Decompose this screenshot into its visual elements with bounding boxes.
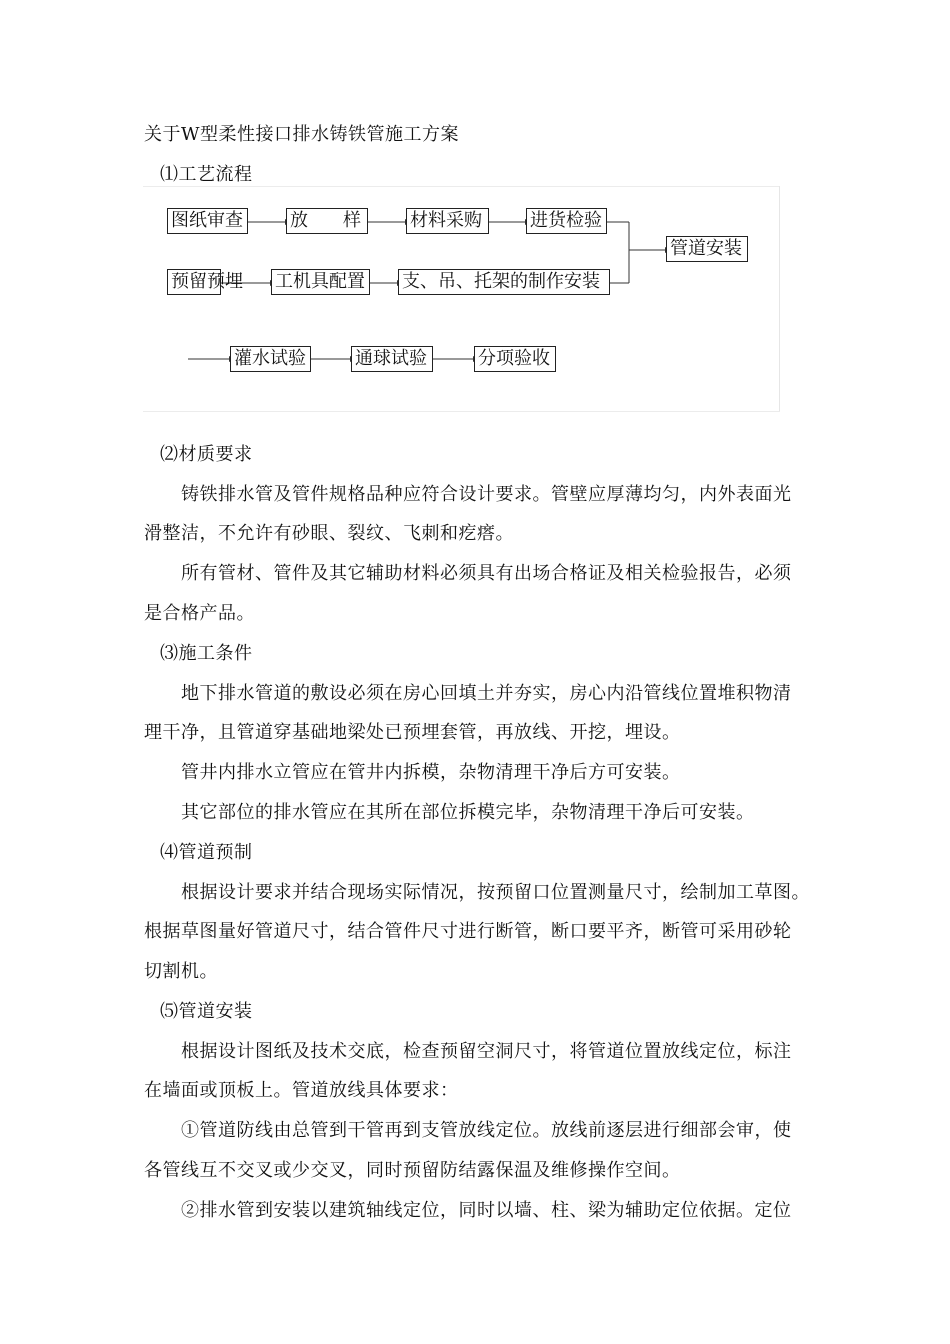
flow-step-incoming-inspection: 进货检验 [526,208,607,234]
paragraph-line: 理干净，且管道穿基础地梁处已预埋套管，再放线、开挖，埋设。 [144,722,681,743]
paragraph-line: 是合格产品。 [144,603,255,624]
paragraph-line: 铸铁排水管及管件规格品种应符合设计要求。管壁应厚薄均匀，内外表面光 [181,484,792,505]
flow-step-drawing-review: 图纸审查 [167,208,248,234]
section-heading-material: ⑵材质要求 [160,444,253,465]
paragraph-line: ②排水管到安装以建筑轴线定位，同时以墙、柱、梁为辅助定位依据。定位 [181,1200,792,1221]
paragraph-line: 根据设计图纸及技术交底，检查预留空洞尺寸，将管道位置放线定位，标注 [181,1041,792,1062]
paragraph-line: 切割机。 [144,961,218,982]
paragraph-line: 根据设计要求并结合现场实际情况，按预留口位置测量尺寸，绘制加工草图。 [181,882,810,903]
section-heading-installation: ⑸管道安装 [160,1001,253,1022]
paragraph-line: 地下排水管道的敷设必须在房心回填土并夯实，房心内沿管线位置堆积物清 [181,683,792,704]
flow-step-embedding: 预留预埋 [167,269,221,295]
paragraph-line: 管井内排水立管应在管井内拆模，杂物清理干净后方可安装。 [181,762,681,783]
paragraph-line: 各管线互不交叉或少交叉，同时预留防结露保温及维修操作空间。 [144,1160,681,1181]
flow-step-layout [286,208,368,234]
section-heading-process-flow: ⑴工艺流程 [160,164,253,185]
flow-step-support-fabrication: 支、吊、托架的制作安装 [398,269,610,295]
paragraph-line: 在墙面或顶板上。管道放线具体要求： [144,1080,459,1101]
flow-step-pipe-installation: 管道安装 [666,236,748,262]
flow-step-material-purchase: 材料采购 [406,208,489,234]
section-heading-prefabrication: ⑷管道预制 [160,842,253,863]
paragraph-line: 根据草图量好管道尺寸，结合管件尺寸进行断管，断口要平齐，断管可采用砂轮 [144,921,792,942]
flow-step-water-test: 灌水试验 [230,346,311,372]
flow-step-layout-char-1: 放 [290,210,308,231]
flow-step-tool-setup: 工机具配置 [271,269,370,295]
paragraph-line: ①管道防线由总管到干管再到支管放线定位。放线前逐层进行细部会审，使 [181,1120,792,1141]
flow-step-ball-test: 通球试验 [351,346,433,372]
process-flowchart [143,186,783,412]
flow-step-acceptance: 分项验收 [474,346,556,372]
paragraph-line: 滑整洁，不允许有砂眼、裂纹、飞刺和疙瘩。 [144,523,514,544]
section-heading-conditions: ⑶施工条件 [160,643,253,664]
paragraph-line: 其它部位的排水管应在其所在部位拆模完毕，杂物清理干净后可安装。 [181,802,755,823]
paragraph-line: 所有管材、管件及其它辅助材料必须具有出场合格证及相关检验报告，必须 [181,563,792,584]
flow-step-layout-char-2: 样 [343,210,361,231]
document-title: 关于W型柔性接口排水铸铁管施工方案 [144,124,459,145]
